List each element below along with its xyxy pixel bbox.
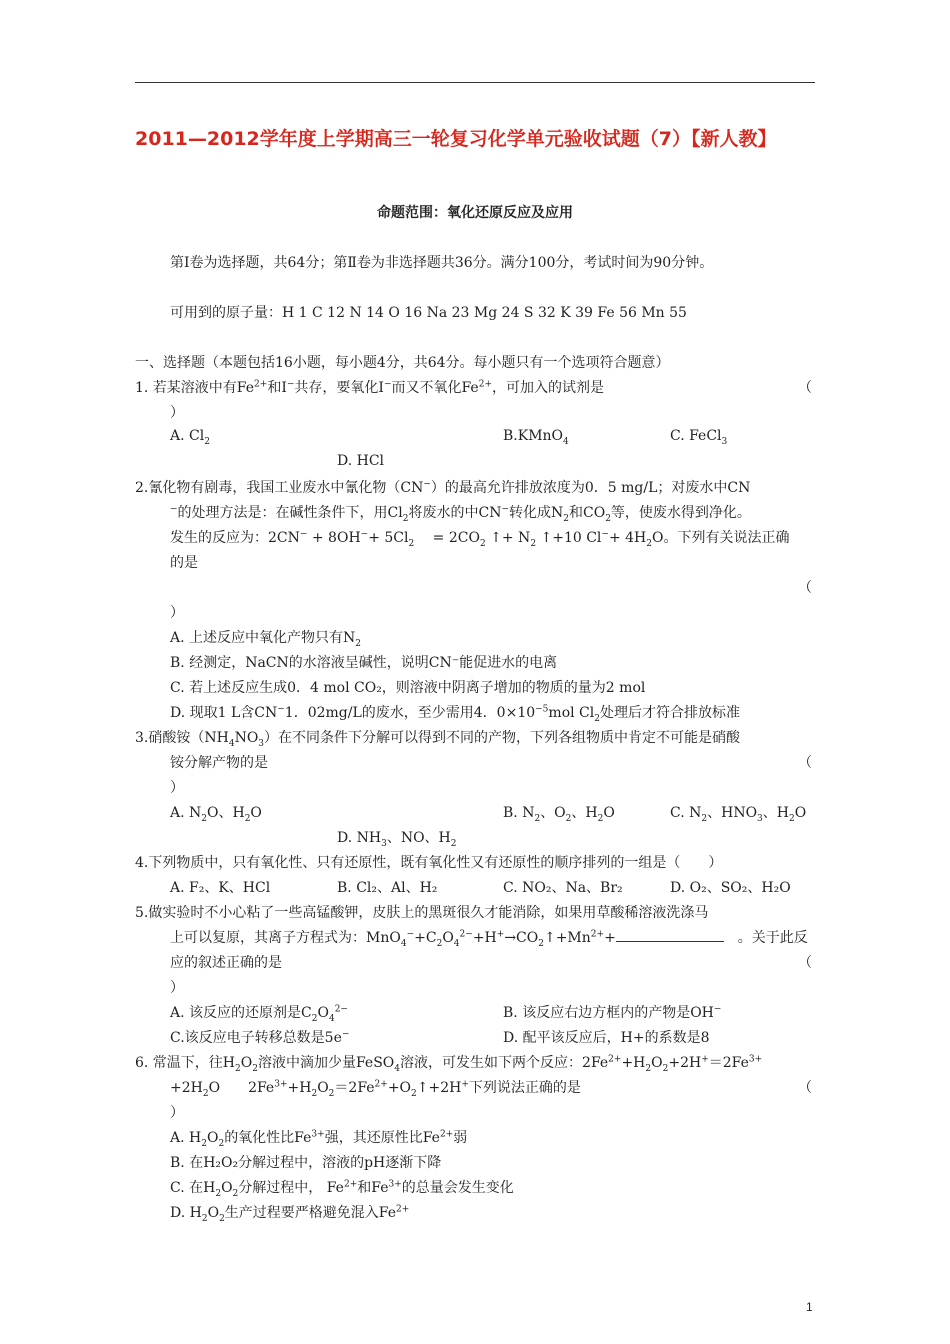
q1-option-c: C. FeCl$_3$ [670, 428, 728, 447]
answer-bracket-open: （ [798, 580, 812, 596]
q3-option-d: D. $NH_3$、NO、$H_2$ [337, 830, 457, 849]
q6-option-c: C. 在$H_2O_2$分解过程中， $Fe^{2+}$和$Fe^{3+}$的总量会发生变化 [170, 1179, 514, 1199]
q1-option-d: D. HCl [337, 453, 385, 469]
q6-option-b: B. 在H₂O₂分解过程中，溶液的pH逐渐下降 [170, 1155, 442, 1171]
header-rule [135, 82, 815, 83]
answer-bracket-close: ） [170, 405, 184, 421]
question-2-stem-line-1: 2.氰化物有剧毒，我国工业废水中氰化物（CN−）的最高允许排放浓度为0．5 mg/L；对废水中CN [135, 479, 751, 496]
q3-option-b: B. $N_2$、$O_2$、$H_2O$ [503, 805, 615, 824]
intro-line-2: 可用到的原子量：H 1 C 12 N 14 O 16 Na 23 Mg 24 S 32 K 39 Fe 56 Mn 55 [170, 305, 687, 321]
q5-option-d: D. 配平该反应后，H+的系数是8 [503, 1030, 710, 1046]
question-2-stem-line-4: 的是 [170, 555, 198, 571]
question-3-stem-line-1: 3.硝酸铵$(NH_4NO_3)$在不同条件下分解可以得到不同的产物，下列各组物质中肯定不可能是硝酸 [135, 730, 741, 749]
q3-option-c: C. $N_2$、$HNO_3$、$H_2O$ [670, 805, 807, 824]
answer-bracket-close: ） [170, 780, 184, 796]
question-6-stem-line-1: 6. 常温下，往$H_2O_2$溶液中滴加少量FeSO$_4$溶液，可发生如下两个反应：$2Fe^{2+}+H_2O_2+2H^+=2Fe^{3+}$ [135, 1054, 763, 1074]
question-3-stem-line-2: 铵分解产物的是 [170, 755, 268, 771]
answer-bracket-close: ） [170, 605, 184, 621]
answer-bracket-close: ） [170, 1105, 184, 1121]
intro-line-1: 第Ⅰ卷为选择题，共64分；第Ⅱ卷为非选择题共36分。满分100分，考试时间为90分钟。 [170, 255, 714, 271]
question-1-stem: 1. 若某溶液中有$Fe^{2+}$和I−共存，要氧化I−而又不氧化$Fe^{2+}$，可加入的试剂是 [135, 379, 604, 396]
q2-option-b: B. 经测定，NaCN的水溶液呈碱性，说明CN⁻能促进水的电离 [170, 655, 558, 671]
answer-bracket-open: （ [798, 755, 812, 771]
question-4-stem: 4.下列物质中，只有氧化性、只有还原性，既有氧化性又有还原性的顺序排列的一组是（ ） [135, 855, 723, 871]
answer-bracket-open: （ [798, 1080, 812, 1096]
answer-blank [616, 927, 724, 942]
q5-option-a: A. 该反应的还原剂是$C_2O_4^{2-}$ [170, 1004, 348, 1024]
answer-bracket-open: （ [798, 380, 812, 396]
q5-option-b: B. 该反应右边方框内的产物是OH− [503, 1004, 722, 1021]
question-2-stem-line-2: −的处理方法是：在碱性条件下，用$Cl_2$将废水的中CN−转化成$N_2$和$CO_2$等，使废水得到净化。 [170, 504, 751, 524]
q4-option-c: C. NO₂、Na、Br₂ [503, 880, 623, 896]
q3-option-a: A. $N_2O$、$H_2O$ [170, 805, 262, 824]
q4-option-a: A. F₂、K、HCl [170, 880, 271, 896]
answer-bracket-open: （ [798, 955, 812, 971]
document-title: 2011—2012学年度上学期高三一轮复习化学单元验收试题（7）【新人教】 [135, 128, 777, 150]
q1-option-a: A. $Cl_2$ [170, 428, 210, 447]
question-5-stem-line-3: 应的叙述正确的是 [170, 955, 282, 971]
page-number: 1 [806, 1300, 813, 1314]
section-heading: 一、选择题（本题包括16小题，每小题4分，共64分。每小题只有一个选项符合题意） [135, 355, 670, 371]
q4-option-d: D. O₂、SO₂、H₂O [670, 880, 791, 896]
answer-bracket-close: ） [170, 980, 184, 996]
q1-option-b: B.KMnO$_4$ [503, 428, 569, 447]
q2-option-c: C. 若上述反应生成0．4 mol CO₂，则溶液中阴离子增加的物质的量为2 mol [170, 680, 646, 696]
q6-option-a: A. $H_2O_2$的氧化性比$Fe^{3+}$强，其还原性比$Fe^{2+}$弱 [170, 1129, 468, 1149]
question-5-stem-line-2: 上可以复原，其离子方程式为：$MnO_4^-+C_2O_4^{2-}+H^+\to CO_2↑+Mn^{2+}+$ 。关于此反 [170, 927, 808, 949]
question-6-stem-line-2: $+2H_2O$ $2Fe^{3+}+H_2O_2=2Fe^{2+}+O_2↑+2H^+$下列说法正确的是 [170, 1079, 581, 1099]
subtitle: 命题范围：氧化还原反应及应用 [377, 205, 573, 221]
question-5-stem-line-1: 5.做实验时不小心粘了一些高锰酸钾，皮肤上的黑斑很久才能消除，如果用草酸稀溶液洗涤马 [135, 905, 709, 921]
q5-option-c: C.该反应电子转移总数是5e− [170, 1029, 350, 1046]
q4-option-b: B. Cl₂、Al、H₂ [337, 880, 438, 896]
question-2-stem-line-3: 发生的反应为：$2CN^- + 8OH^-+ 5Cl_2$ = $2CO_2$ ↑+ $N_2$ ↑+10 $Cl^-+ 4H_2O$。下列有关说法正确 [170, 529, 790, 549]
q2-option-a: A. 上述反应中氧化产物只有$N_2$ [170, 630, 361, 649]
q2-option-d: D. 现取1 L含CN−1．02mg/L的废水，至少需用4．$0\times 10^{-5}mol$ $Cl_2$处理后才符合排放标准 [170, 704, 740, 724]
q6-option-d: D. $H_2O_2$生产过程要严格避免混入$Fe^{2+}$ [170, 1204, 410, 1224]
